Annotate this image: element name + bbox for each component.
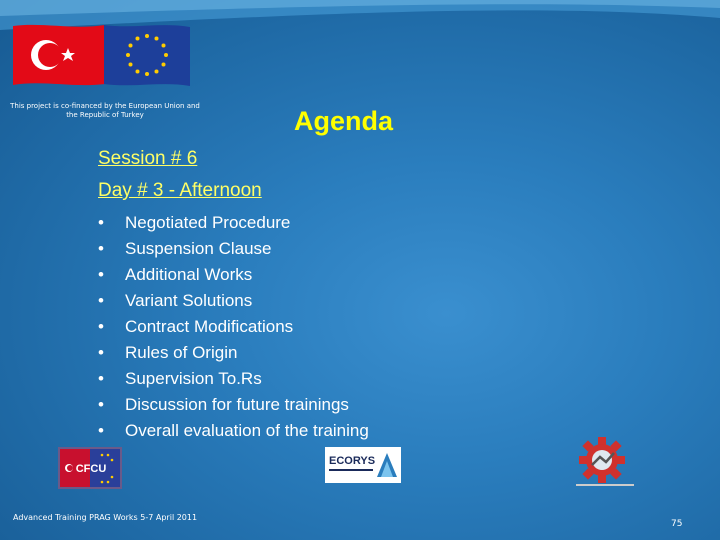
agenda-item-text: Negotiated Procedure [125, 213, 291, 232]
ecorys-logo-text: ECORYS [329, 455, 376, 467]
agenda-item-text: Supervision To.Rs [125, 369, 262, 388]
agenda-item-text: Discussion for future trainings [125, 395, 349, 414]
agenda-item-text: Rules of Origin [125, 343, 238, 362]
cofinance-note: This project is co-financed by the European Union and the Republic of Turkey [10, 102, 200, 119]
footer-text: Advanced Training PRAG Works 5-7 April 2011 [13, 513, 198, 522]
ecorys-logo [325, 447, 401, 483]
slide-title: Agenda [294, 106, 394, 136]
turkey-flag-icon [13, 22, 105, 88]
bullet-icon: • [98, 265, 104, 284]
day-label: Day # 3 - Afternoon [98, 180, 262, 201]
agenda-item [98, 288, 369, 314]
bullet-icon: • [98, 421, 104, 440]
bullet-icon: • [98, 343, 104, 362]
bullet-icon: • [98, 239, 104, 258]
agenda-item [98, 236, 369, 262]
agenda-item-text: Variant Solutions [125, 291, 253, 310]
agenda-item-text: Suspension Clause [125, 239, 272, 258]
agenda-item [98, 392, 369, 418]
bullet-icon: • [98, 395, 104, 414]
bullet-icon: • [98, 291, 104, 310]
bullet-icon: • [98, 213, 104, 232]
cfcu-logo-text: CFCU [75, 463, 107, 475]
session-label: Session # 6 [98, 148, 198, 169]
agenda-item [98, 314, 369, 340]
agenda-item-text: Contract Modifications [125, 317, 294, 336]
agenda-item [98, 262, 369, 288]
bullet-icon: • [98, 369, 104, 388]
bullet-icon: • [98, 317, 104, 336]
agenda-item [98, 366, 369, 392]
agenda-item-text: Overall evaluation of the training [125, 421, 369, 440]
agenda-item [98, 340, 369, 366]
agenda-list [98, 210, 369, 444]
page-number: 75 [671, 519, 683, 529]
eu-flag-icon [104, 22, 190, 88]
agenda-item [98, 418, 369, 444]
gear-logo-icon [570, 437, 640, 489]
agenda-item-text: Additional Works [125, 265, 253, 284]
agenda-item [98, 210, 369, 236]
cfcu-logo [58, 447, 122, 489]
